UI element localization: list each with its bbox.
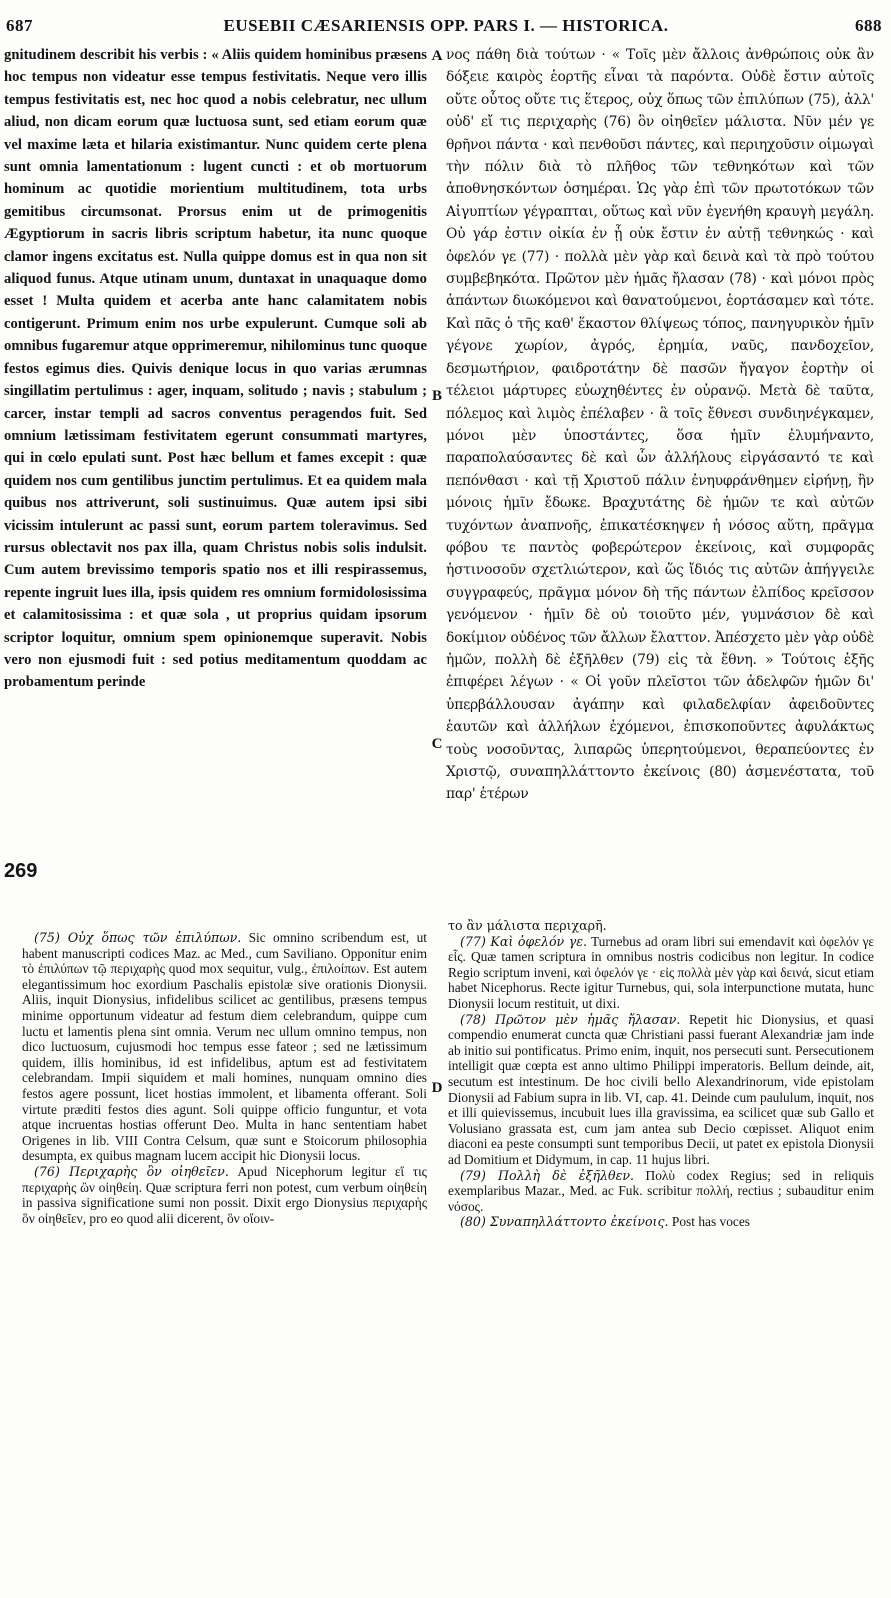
footnote-78 — [448, 1012, 874, 1168]
inner-page-number: 269 — [4, 860, 38, 882]
page-number-left: 687 — [6, 16, 33, 35]
footnote-lemma: (77) Καὶ ὀφελόν γε. — [460, 933, 588, 949]
running-header — [6, 12, 886, 42]
footnote-lemma: (79) Πολλὴ δὲ ἐξῆλθεν. — [460, 1167, 635, 1183]
footnote-77 — [448, 934, 874, 1012]
footnote-76-continued — [448, 918, 874, 934]
footnote-body: Sic omnino scribendum est, ut habent manuscripti codices Maz. ac Med., cum Saviliano. Opponitur enim τὸ ἐπιλύπων τῷ περιχαρὴς quod mox sequitur, vulg., ἐπιλοίπων. Est autem elegantissimum hoc exordium Paschalis epistolæ sive orationis Dionysii. Aliis, inquit Dionysius, infidelibus scilicet ac gentilibus, præsens tempus minime opportunum videatur ad festum diem celebrandum, quippe cum luctu et lamentis plena sint omnia. Verum nec ullum omnino tempus, non dico luctuosum, cujusmodi hoc tempus esse fateor ; sed ne lætissimum quidem, illis hominibus, id est infidelibus, aptum est ad festivitatem celebrandam. Impii siquidem et mali homines, nunquam omnino dies festos agere possunt, licet hostias immolent, et libamenta offerant. Soli virtute præditi festos dies agunt. Soli quippe officio funguntur, et vota atque incruentas hostias offerunt Deo. Multa in hanc sententiam habet Origenes in lib. VIII Contra Celsum, quæ sunt e Stoicorum philosophia desumpta, ex quibus magnam lucem accipit hic Dionysii locus. — [22, 930, 427, 1164]
footnote-body: Apud Nicephorum legitur εἴ τις περιχαρὴς ὢν οἰηθείη. Quæ scriptura ferri non potest, cum verbum οἰηθείη in passiva significatione sumi non possit. Dixit ergo Dionysius περιχαρὴς ὃν οἰηθεῖεν, pro eo quod alii dicerent, ὃν οἴοιν- — [22, 1163, 427, 1226]
footnote-80 — [448, 1214, 874, 1230]
running-title: EUSEBII CÆSARIENSIS OPP. PARS I. — HISTORICA. — [223, 16, 669, 35]
greek-text: νος πάθη διὰ τούτων · « Τοῖς μὲν ἄλλοις ἀνθρώποις οὐκ ἂν δόξειε καιρὸς ἑορτῆς εἶναι τὰ παρόντα. Οὐδὲ ἔστιν αὐτοῖς οὔτε οὗτος οὔτε τις ἕτερος, οὐχ ὅπως τῶν ἐπιλύπων (75), ἀλλ' οὐδ' εἴ τις περιχαρὴς (76) ὃν οἰηθεῖεν μάλιστα. Νῦν μέν γε θρῆνοι πάντα · καὶ πενθοῦσι πάντες, καὶ περιηχοῦσιν οἰμωγαὶ τὴν πόλιν διὰ τὸ πλῆθος τῶν τεθνηκότων καὶ τῶν ἀποθνησκόντων ὁσημέραι. Ὡς γὰρ ἐπὶ τῶν πρωτοτόκων τῶν Αἰγυπτίων γέγραπται, οὕτως καὶ νῦν ἐγενήθη κραυγὴ μεγάλη. Οὐ γάρ ἐστιν οἰκία ἐν ᾗ οὐκ ἔστιν ἐν αὐτῇ τεθνηκώς · καὶ ὀφελόν γε (77) · πολλὰ μὲν γὰρ καὶ δεινὰ καὶ τὰ πρὸ τούτου συμβεβηκότα. Πρῶτον μὲν ἡμᾶς ἤλασαν (78) · καὶ μόνοι πρὸς ἁπάντων διωκόμενοι καὶ θανατούμενοι, ἑορτάσαμεν καὶ τότε. Καὶ πᾶς ὁ τῆς καθ' ἕκαστον θλίψεως τόπος, πανηγυρικὸν ἡμῖν γέγονε χωρίον, ἀγρός, ἐρημία, ναῦς, πανδοχεῖον, δεσμωτήριον, φαιδροτάτην δὲ πασῶν ἤγαγον ἑορτὴν οἱ τέλειοι μάρτυρες εὐωχηθέντες ἐν οὐρανῷ. Μετὰ δὲ ταῦτα, πόλεμος καὶ λιμὸς ἐπέλαβεν · ἃ τοῖς ἔθνεσι συνδιηνέγκαμεν, μόνοι μὲν ὑποστάντες, ὅσα ἡμῖν ἐλυμήναντο, παραπολαύσαντες δὲ καὶ ὧν ἀλλήλους εἰργάσαντό τε καὶ πεπόνθασι · καὶ τῇ Χριστοῦ πάλιν ἐνηυφράνθημεν εἰρήνῃ, ἣν μόνοις ἡμῖν ἔδωκε. Βραχυτάτης δὲ ἡμῶν τε καὶ αὐτῶν τυχόντων ἀναπνοῆς, ἐπικατέσκηψεν ἡ νόσος αὕτη, πρᾶγμα φόβου τε παντὸς φοβερώτερον ἐκείνοις, καὶ συμφορᾶς ἡστινοσοῦν σχετλιώτερον, καὶ ὥς ἴδιός τις αὐτῶν ἀπήγγειλε συγγραφεύς, πρᾶγμα μόνον δὴ τῆς πάντων ἐλπίδος κρεῖσσον γενόμενον · ἡμῖν δὲ οὐ τοιοῦτο μέν, γυμνάσιον δὲ καὶ δοκίμιον οὐδένος τῶν ἄλλων ἔλαττον. Ἀπέσχετο μὲν γὰρ οὐδὲ ἡμῶν, πολλὴ δὲ ἐξῆλθεν (79) εἰς τὰ ἔθνη. » Τούτοις ἑξῆς ἐπιφέρει λέγων · « Οἱ γοῦν πλεῖστοι τῶν ἀδελφῶν ἡμῶν δι' ὑπερβάλλουσαν ἀγάπην καὶ φιλαδελφίαν ἀφειδοῦντες ἑαυτῶν καὶ ἀλλήλων ἐχόμενοι, ἐπισκοποῦντες ἀφυλάκτως τοὺς νοσοῦντας, λιπαρῶς ὑπερητούμενοι, θεραπεύοντες ἐν Χριστῷ, συναπηλλάττοντο ἐκείνοις (80) ἀσμενέστατα, τοῦ παρ' ἑτέρων — [446, 47, 874, 803]
footnote-body: Repetit hic Dionysius, et quasi compendio enumerat cuncta quæ Christiani passi fuerant Alexandriæ jam inde ab initio sui pontificatus. Primo enim, inquit, nos persecuti sunt. Persecutionem intelligit quæ cœpta est anno ultimo Philippi imperatoris. Bellum deinde, ait, secutum est intestinum. De hoc civili bello Alexandrinorum, vide epistolam Dionysii ad Fabium supra in lib. VI, cap. 41. Deinde cum paululum, inquit, nos et illi quievissemus, incubuit lues illa gravissima, ea scilicet quæ sub Gallo et Volusiano grassata est, cum jam antea sub Decio cœpisset. Aliquot enim diaconi ea peste consumpti sunt temporibus Decii, ut patet ex epistola Dionysii ad Domitium et Didymum, in cap. 11 hujus libri. — [448, 1011, 874, 1167]
footnote-lemma: (76) Περιχαρὴς ὃν οἰηθεῖεν. — [34, 1163, 229, 1179]
footnote-lemma: (80) Συναπηλλάττοντο ἐκείνοις. — [460, 1214, 669, 1230]
latin-text: gnitudinem describit his verbis : « Aliis quidem hominibus præsens hoc tempus non videatur esse tempus festivitatis. Neque vero illis tempus festivitatis est, nec hoc quod a nobis celebratur, nec ullum aliud, non dicam eorum quæ luctuosa sunt, sed etiam eorum quæ vel maxime læta et hilaria existimantur. Nunc quidem certe plena sunt omnia lamentationum : lugent cuncti : et ob mortuorum hominum ac quotidie morientium multitudinem, tota urbs gemitibus circumsonat. Prorsus enim ut de primogenitis Ægyptiorum in sacris libris scriptum habetur, ita nunc quoque clamor ingens excitatus est. Nulla quippe domus est in qua non sit aliquod funus. Atque utinam unum, duntaxat in unaquaque domo esset ! Multa quidem et acerba ante hanc calamitatem nobis contigerunt. Primum enim nos urbe expulerunt. Cumque soli ab omnibus fugaremur atque opprimeremur, nihilominus tunc quoque festos egimus dies. Quivis denique locus in quo varias ærumnas singillatim pertulimus : ager, inquam, solitudo ; navis ; stabulum ; carcer, instar templi ad sacros conventus peragendos fuit. Sed omnium lætissimam festivitatem egerunt consummati martyres, qui in cœlo epulati sunt. Post hæc bellum et fames excepit : quæ quidem nos cum gentilibus junctim pertulimus. Et ea quidem mala quibus nos attriverunt, soli sustinuimus. Quæ autem ipsi sibi vicissim intulerunt ac passi sunt, eorum partem toleravimus. Sed rursus oblectavit nos pax illa, quam Christus nobis solis indulsit. Cum autem brevissimo temporis spatio nos et illi respirassemus, repente ingruit lues illa, ipsis quidem res omnium formidolosissima et calamitosissima : et quæ sola , ut proprius quidam ipsorum scriptor loquitur, omnium spem opinionemque superavit. Nobis vero non ejusmodi fuit : sed potius meditamentum quoddam ac probamentum perinde — [4, 47, 427, 691]
latin-column — [4, 44, 427, 912]
footnote-body: Πολὺ codex Regius; sed in reliquis exemplaribus Mazar., Med. ac Fuk. scribitur πολλή, rectius ; subauditur enim νόσος. — [448, 1167, 874, 1214]
footnotes-left — [22, 930, 427, 1570]
footnote-body: Post has voces — [668, 1214, 751, 1230]
footnote-lemma: (78) Πρῶτον μὲν ἡμᾶς ἤλασαν. — [460, 1011, 681, 1027]
margin-marker-d: D — [431, 1080, 443, 1096]
greek-column — [446, 44, 874, 912]
footnote-76 — [22, 1164, 427, 1226]
footnotes-right — [448, 918, 874, 1578]
margin-marker-a: A — [431, 48, 443, 64]
margin-marker-b: B — [431, 388, 442, 404]
footnote-body: το ἂν μάλιστα περιχαρῆ. — [448, 918, 607, 933]
footnote-lemma: (75) Οὐχ ὅπως τῶν ἐπιλύπων. — [34, 930, 242, 945]
page-number-right: 688 — [855, 16, 882, 35]
footnote-79 — [448, 1168, 874, 1215]
footnote-75 — [22, 930, 427, 1164]
margin-marker-c: C — [431, 736, 443, 752]
footnote-body: Turnebus ad oram libri sui emendavit καὶ ὀφελόν γε εἷς. Quæ tamen scriptura in omnibus nostris codicibus non legitur. In codice Regio scriptum inveni, καὶ ὀφελόν γε · εἰς πολλὰ μὲν γὰρ καὶ δεινά, sicut etiam habet Nicephorus. Recte igitur Turnebus, qui, sola interpunctione mutata, hunc Dionysii locum restituit, ut dixi. — [448, 933, 874, 1011]
